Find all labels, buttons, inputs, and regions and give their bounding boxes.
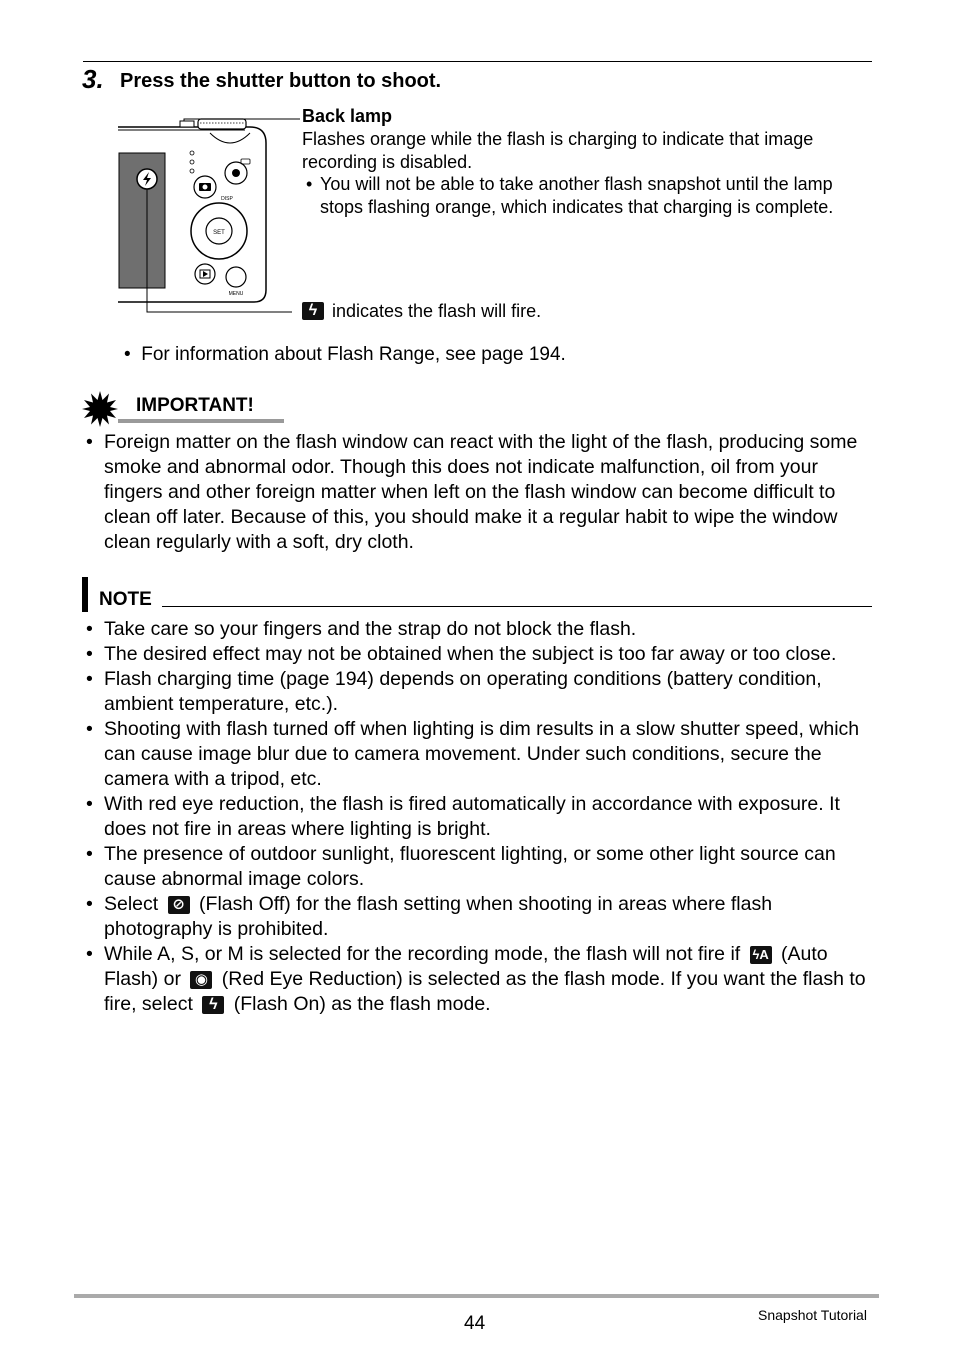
note-bar [82,577,88,612]
callout-title: Back lamp [302,106,393,126]
list-item: • Foreign matter on the flash window can react with the light of the flash, producing some smoke and abnormal odor. Though this does not indicate malfunction, oil from your fingers and other foreign matter when left on the flash window can become difficult to clean off later. Because of this, you should make it a regular habit to wipe the window clean regularly with a soft, dry cloth. [86,431,858,553]
menu-label: MENU [228,291,244,297]
important-list [86,430,876,555]
note-item-text: (Red Eye Reduction) is selected as the flash mode. If you want the flash to fire, select [104,968,866,1015]
set-label: SET [213,230,225,236]
info-bullet-text: For information about Flash Range, see page 194. [141,344,566,365]
note-item-text: Select [104,893,159,915]
flash-note-text: indicates the flash will fire. [332,301,542,321]
flash-off-icon [168,896,190,914]
list-item: • While A, S, or M is selected for the recording mode, the flash will not fire if ϟA (Auto Flash) or ◉ (Red Eye Reduction) is selected as the flash mode. If you want the flash to fire, select ϟ (Flash On) as the flash mode. [86,942,876,1017]
note-item-text: With red eye reduction, the flash is fired automatically in accordance with exposure. It does not fire in areas where lighting is bright. [104,793,840,840]
list-item: • With red eye reduction, the flash is fired automatically in accordance with exposure. It does not fire in areas where lighting is bright. [86,793,840,840]
callout-bullet [306,173,880,218]
list-item: • Shooting with flash turned off when lighting is dim results in a slow shutter speed, which can cause image blur due to camera movement. Under such conditions, secure the camera with a tripod, etc. [86,718,860,790]
note-item-text: While A, S, or M is selected for the recording mode, the flash will not fire if [104,943,741,965]
note-item-text: The desired effect may not be obtained when the subject is too far away or too close. [104,643,837,665]
note-item-text: (Flash Off) for the flash setting when shooting in areas where flash photography is prohibited. [104,893,773,940]
section-name: Snapshot Tutorial [758,1307,867,1323]
burst-icon [82,391,118,427]
flash-on-icon [302,302,324,320]
note-item-text: Flash charging time (page 194) depends on operating conditions (battery condition, ambient temperature, etc.). [104,668,822,715]
red-eye-reduction-icon [190,971,212,989]
footer-rule [74,1294,879,1298]
flash-on-icon [202,996,224,1014]
note-item-text: (Flash On) as the flash mode. [233,993,491,1015]
bullet-dot: • [306,174,313,194]
list-item: • The presence of outdoor sunlight, fluorescent lighting, or some other light source can cause abnormal image colors. [86,843,836,890]
disp-label: DISP [221,196,233,202]
note-rule [162,606,872,607]
note-list [86,617,876,1017]
step-title: Press the shutter button to shoot. [120,70,442,92]
important-item-text: Foreign matter on the flash window can react with the light of the flash, producing some smoke and abnormal odor. Though this does not indicate malfunction, oil from your fingers and other foreign matter when left on the flash window can become difficult to clean off later. Because of this, you should make it a regular habit to wipe the window clean regularly with a soft, dry cloth. [104,431,858,553]
list-item: • Take care so your fingers and the strap do not block the flash. [86,618,637,640]
camera-back-illustration [110,105,313,320]
step-number: 3. [82,64,104,94]
note-label: NOTE [99,589,152,610]
note-item-text: Shooting with flash turned off when lighting is dim results in a slow shutter speed, which can cause image blur due to camera movement. Under such conditions, secure the camera with a tripod, etc. [104,718,860,790]
callout-bullet-text: You will not be able to take another flash snapshot until the lamp stops flashing orange, which indicates that charging is complete. [320,174,834,217]
important-rule [118,419,284,423]
list-item: • The desired effect may not be obtained when the subject is too far away or too close. [86,643,837,665]
list-item: • Select ⊘ (Flash Off) for the flash setting when shooting in areas where flash photography is prohibited. [86,892,876,942]
note-item-text: Take care so your fingers and the strap do not block the flash. [104,618,637,640]
info-bullet [124,343,566,367]
bullet-dot: • [124,344,142,365]
page-number: 44 [464,1313,486,1334]
note-item-text: (Auto Flash) or [104,943,828,990]
flash-note [302,300,541,322]
top-rule [83,61,872,62]
auto-flash-icon [750,946,772,964]
callout-text: Flashes orange while the flash is charging to indicate that image recording is disabled. [302,129,814,172]
list-item: • Flash charging time (page 194) depends on operating conditions (battery condition, ambient temperature, etc.). [86,668,822,715]
important-label: IMPORTANT! [136,395,254,416]
note-item-text: The presence of outdoor sunlight, fluorescent lighting, or some other light source can cause abnormal image colors. [104,843,836,890]
